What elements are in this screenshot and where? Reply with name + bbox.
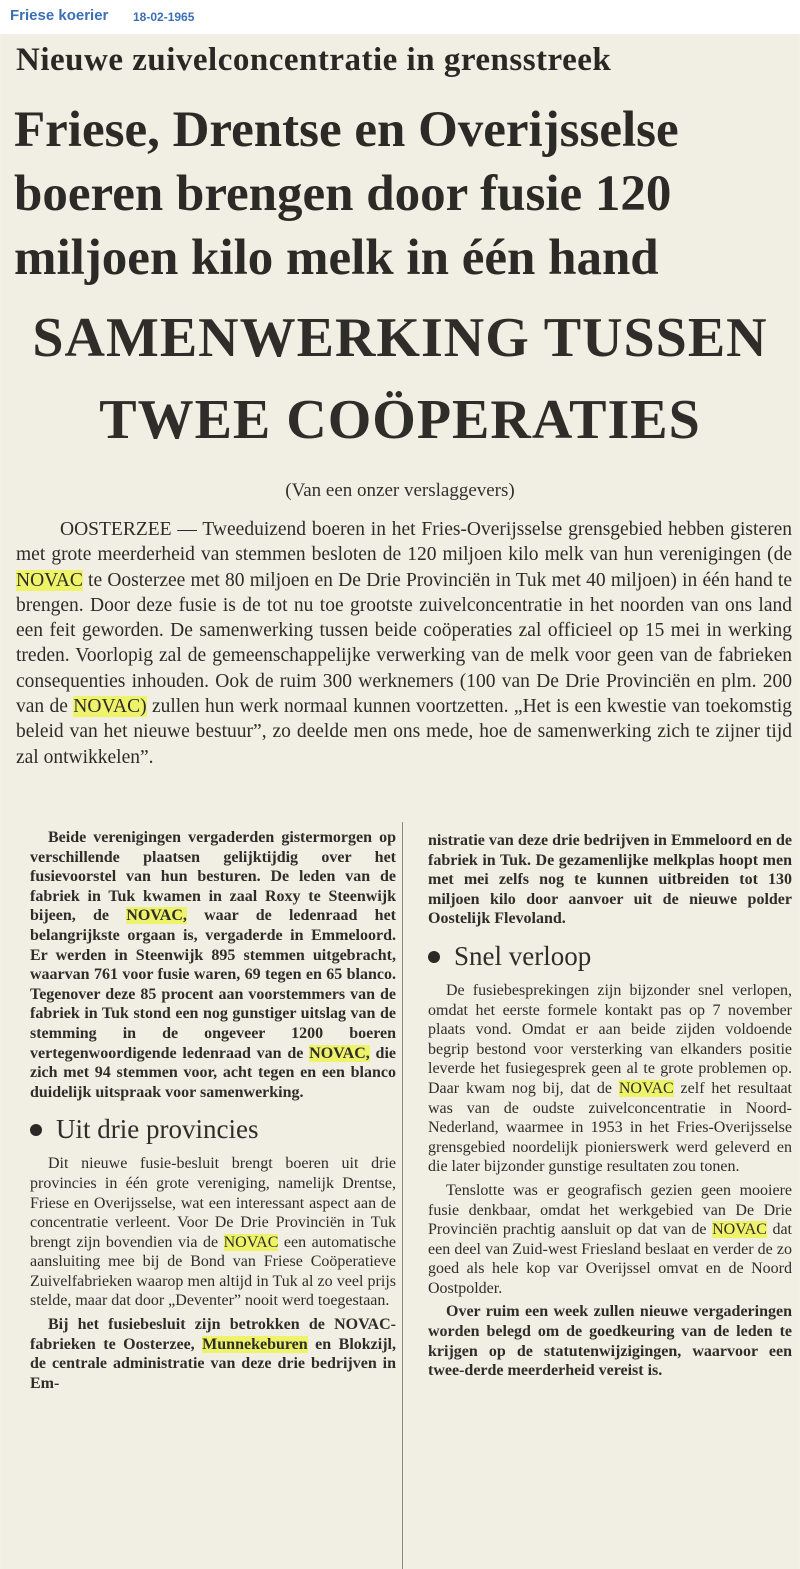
column-divider [402,822,403,1569]
highlighted-term: NOVAC [223,1233,279,1251]
bullet-icon [30,1124,42,1136]
section-heading [428,939,792,973]
body-text: een automatische aansluiting mee bij de Bond van Friese Coöperatieve Zuivelfabrieken waarop men altijd in Tuk al zo veel prijs stelde, maar dat door „Deventer” nooit werd toegestaan. [30,1233,396,1310]
body-paragraph [428,981,792,1177]
section-heading-text: Uit drie provincies [56,1114,259,1145]
headline-line: boeren brengen door fusie 120 [14,166,672,222]
body-text: Bij het fusiebesluit zijn betrokken de NOVAC-fabrieken te Oosterzee, [30,1316,396,1353]
highlighted-term: NOVAC, [126,907,187,925]
highlighted-term: Munnekeburen [202,1335,308,1353]
body-paragraph [428,1181,792,1299]
body-text: Beide verenigingen vergaderden gistermorgen op verschillende plaatsen gelijktijdig over het fusievoorstel van hun besturen. De leden van de fabriek in Tuk kwamen in zaal Roxy te Steenwijk bijeen, de [30,829,396,925]
headline-line: Friese, Drentse en Overijsselse [14,102,679,158]
body-text: Tenslotte was er geografisch gezien geen mooiere fusie denkbaar, omdat het werkgebied van De Drie Provinciën prachtig aansluit op dat van de [428,1181,792,1239]
body-paragraph [30,1154,396,1311]
bullet-icon [428,951,440,963]
body-paragraph [30,828,396,1102]
body-paragraph: nistratie van deze drie bedrijven in Emmeloord en de fabriek in Tuk. De gezamenlijke melkplas hoopt men met mei zelfs nog te kunnen uitbreiden tot 130 miljoen kilo door aanvoer uit de nieuwe polder Oostelijk Flevoland. [428,832,792,928]
lead-text: zullen hun werk normaal kunnen voortzetten. „Het is een kwestie van toekomstig beleid van het nieuwe bestuur”, zo deelde men ons mede, hoe de samenwerking zich te zijner tijd zal ontwikkelen”. [16,696,792,768]
right-column [428,831,792,1385]
body-paragraph: Over ruim een week zullen nieuwe vergaderingen worden belegd om de goedkeuring van de leden te krijgen op de statutenwijzigingen, waarvoor een twee-derde meerderheid vereist is. [428,1303,792,1380]
body-text: dat een deel van Zuid-west Friesland beslaat en verder de zo goed als hele kop var Overijssel omvat en de Noord Oostpolder. [428,1221,792,1297]
highlighted-term: NOVAC [712,1221,767,1239]
left-column [30,828,396,1397]
body-text: Dit nieuwe fusie-besluit brengt boeren uit drie provincies in één grote vereniging, namelijk Drentse, Friese en Overijsselse, wat een interessant aspect aan de concentratie verleent. Voor De Drie Provinciën in Tuk brengt zijn bovendien via de [30,1155,396,1251]
subheadline-line: SAMENWERKING TUSSEN [32,307,768,369]
section-heading-text: Snel verloop [454,940,592,971]
publication-date: 18-02-1965 [133,10,195,24]
main-headline [14,98,794,290]
kicker-headline: Nieuwe zuivelconcentratie in grensstreek [16,42,612,78]
section-heading [30,1112,396,1146]
lead-text: te Oosterzee met 80 miljoen en De Drie Provinciën in Tuk met 40 miljoen) in één hand te brengen. Door deze fusie is de tot nu toe grootste zuivelconcentratie in het noorden van ons land een feit geworden. De samenwerking tussen beide coöperaties zal officieel op 15 mei in werking treden. Voorlopig zal de gemeenschappelijke verwerking van de melk voor geen van de fabrieken consequenties inhouden. Ook de ruim 300 werknemers (100 van De Drie Provinciën en plm. 200 van de [16,569,792,718]
highlighted-term: NOVAC) [73,696,147,718]
source-bar [0,0,800,34]
byline: (Van een onzer verslaggevers) [285,480,515,501]
highlighted-term: NOVAC [16,569,83,591]
lead-text: OOSTERZEE — Tweeduizend boeren in het Fries-Overijsselse grensgebied hebben gisteren met grote meerderheid van stemmen besloten de 120 miljoen kilo melk van hun verenigingen (de [16,519,792,566]
body-text: die zich met 94 stemmen voor, acht tegen en een blanco duidelijk uitspraak voor samenwerking. [30,1044,396,1101]
body-text: De fusiebesprekingen zijn bijzonder snel verlopen, omdat het eerste formele kontakt pas op 7 november plaats vond. Omdat er aan beide zijden voldoende begrip bestond voor versterking van elkanders positie leverde het fusiegesprek geen al te grote problemen op. Daar kwam nog bij, dat de [428,981,792,1097]
body-text: waar de ledenraad het belangrijkste orgaan is, vergaderde in Emmeloord. Er werden in Steenwijk 895 stemmen uitgebracht, waarvan 761 voor fusie waren, 69 tegen en 65 blanco. Tegenover deze 85 procent aan voorstemmers van de fabriek in Tuk stond een nog gunstiger uitslag van de stemming in de ongeveer 1200 boeren vertegenwoordigende ledenraad van de [30,907,396,1062]
highlighted-term: NOVAC, [309,1044,370,1062]
newspaper-name: Friese koerier [10,7,109,24]
lead-paragraph [16,517,792,770]
body-paragraph [30,1315,396,1393]
body-text: en Blokzijl, de centrale administratie van deze drie bedrijven in Em- [30,1335,396,1392]
highlighted-term: NOVAC [618,1079,674,1097]
body-text: zelf het resultaat was van de oudste zuivelconcentratie in Noord-Nederland, waarmee in 1953 in het Fries-Overijsselse grensgebied noordelijk pionierswerk werd geleverd en die later bijzonder gunstige resultaten zou tonen. [428,1079,792,1176]
headline-line: miljoen kilo melk in één hand [14,230,659,286]
subheadline-line: TWEE COÖPERATIES [99,389,701,451]
